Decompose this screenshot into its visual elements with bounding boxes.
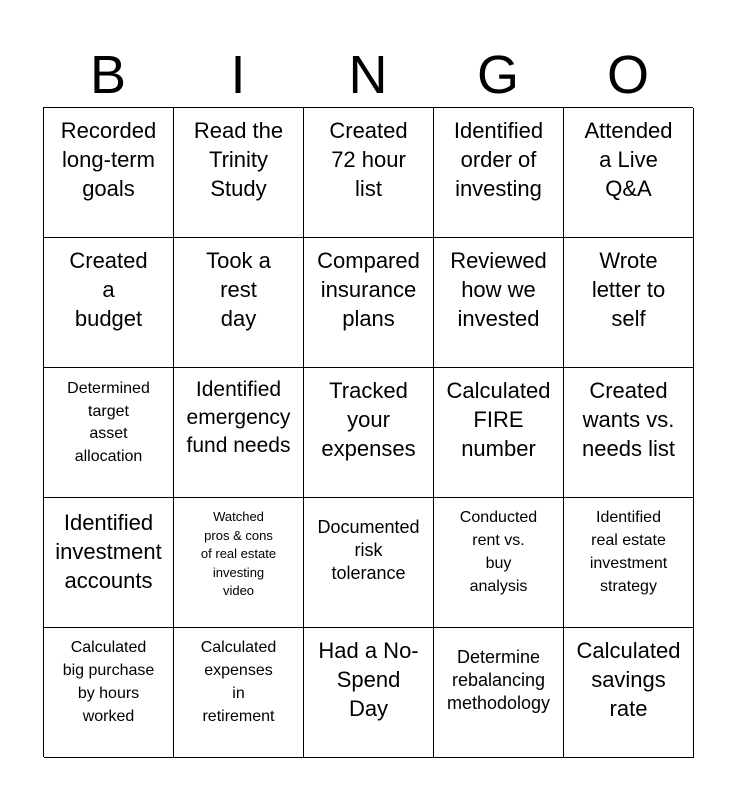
bingo-grid: [43, 107, 693, 757]
header-letter-n: N: [348, 45, 388, 105]
bingo-header: [43, 44, 693, 106]
header-letter-o: O: [606, 45, 649, 105]
bingo-cell: Created 72 hour list: [304, 108, 434, 238]
bingo-cell: Determined target asset allocation: [44, 368, 174, 498]
bingo-cell: Identified order of investing: [434, 108, 564, 238]
bingo-cell: Had a No- Spend Day: [304, 628, 434, 758]
bingo-cell: Attended a Live Q&A: [564, 108, 694, 238]
bingo-cell: Identified real estate investment strategy: [564, 498, 694, 628]
bingo-cell: Compared insurance plans: [304, 238, 434, 368]
header-letter-i: I: [230, 45, 246, 105]
bingo-cell: Read the Trinity Study: [174, 108, 304, 238]
bingo-cell: Created a budget: [44, 238, 174, 368]
bingo-cell: Watched pros & cons of real estate investing video: [174, 498, 304, 628]
bingo-cell: Calculated savings rate: [564, 628, 694, 758]
bingo-cell: Documented risk tolerance: [304, 498, 434, 628]
header-letter-g: G: [476, 45, 519, 105]
bingo-cell: Took a rest day: [174, 238, 304, 368]
bingo-cell: Calculated big purchase by hours worked: [44, 628, 174, 758]
bingo-cell: Identified investment accounts: [44, 498, 174, 628]
bingo-cell: Reviewed how we invested: [434, 238, 564, 368]
bingo-cell: Identified emergency fund needs: [174, 368, 304, 498]
bingo-cell: Recorded long-term goals: [44, 108, 174, 238]
bingo-cell: Calculated FIRE number: [434, 368, 564, 498]
bingo-cell: Calculated expenses in retirement: [174, 628, 304, 758]
bingo-cell: Determine rebalancing methodology: [434, 628, 564, 758]
bingo-cell: Wrote letter to self: [564, 238, 694, 368]
bingo-cell: Created wants vs. needs list: [564, 368, 694, 498]
header-letter-b: B: [89, 45, 127, 105]
bingo-cell: Tracked your expenses: [304, 368, 434, 498]
bingo-cell: Conducted rent vs. buy analysis: [434, 498, 564, 628]
